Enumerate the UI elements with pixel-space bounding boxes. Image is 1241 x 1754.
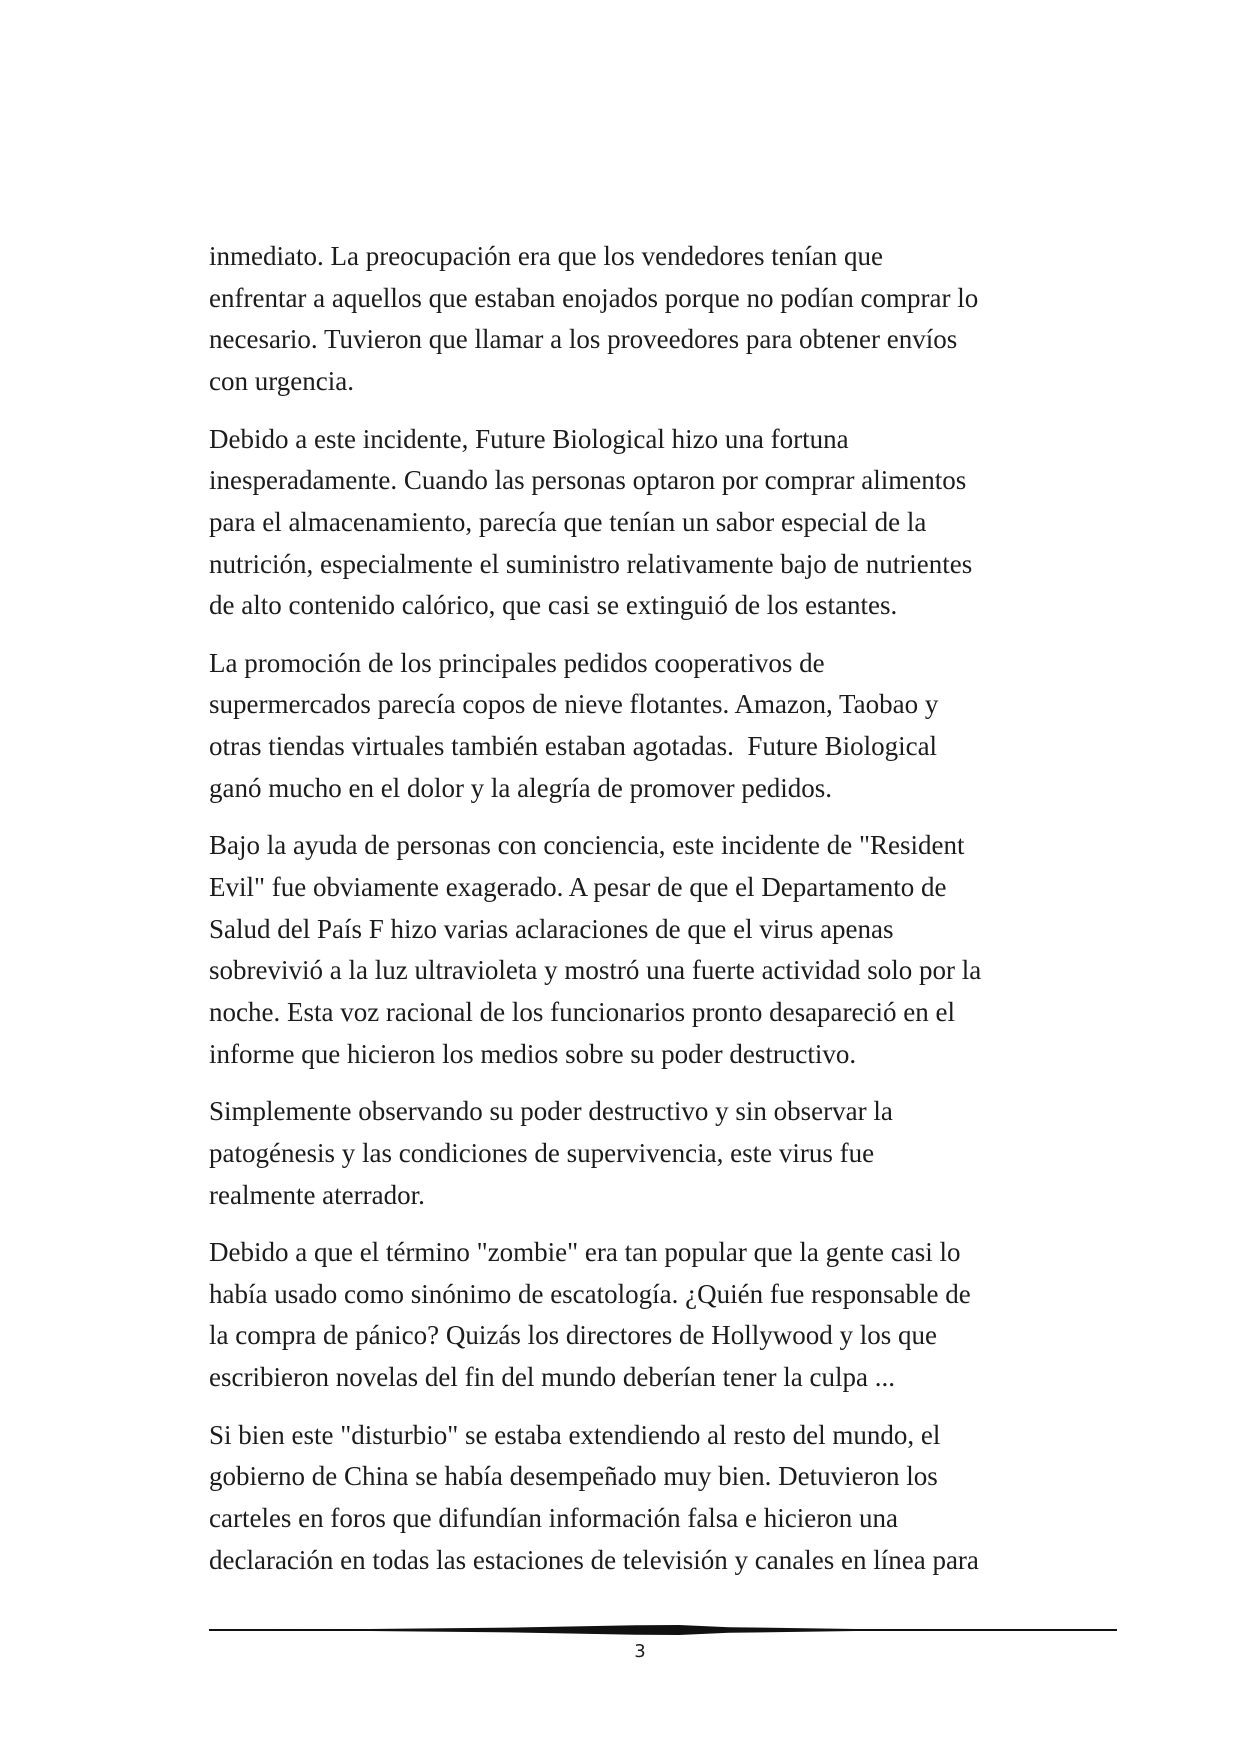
paragraph — [209, 1232, 1209, 1399]
footer-divider — [209, 1622, 1117, 1638]
text-line: gobierno de China se había desempeñado muy bien. Detuvieron los — [209, 1461, 938, 1492]
paragraph — [209, 419, 1209, 627]
text-line: La promoción de los principales pedidos cooperativos de — [209, 647, 825, 678]
paragraph — [209, 825, 1209, 1075]
text-line: realmente aterrador. — [209, 1179, 425, 1210]
text-line: Debido a que el término "zombie" era tan popular que la gente casi lo — [209, 1237, 961, 1268]
text-line: inmediato. La preocupación era que los vendedores tenían que — [209, 241, 883, 271]
text-line: sobrevivió a la luz ultravioleta y mostró una fuerte actividad solo por la — [209, 955, 982, 986]
text-line: la compra de pánico? Quizás los directores de Hollywood y los que — [209, 1320, 938, 1351]
paragraph — [209, 236, 1209, 403]
text-line: enfrentar a aquellos que estaban enojados porque no podían comprar lo — [209, 282, 979, 313]
text-line: informe que hicieron los medios sobre su poder destructivo. — [209, 1038, 857, 1069]
page-number: 3 — [634, 1641, 646, 1662]
text-line: patogénesis y las condiciones de supervivencia, este virus fue — [209, 1137, 875, 1168]
text-line: necesario. Tuvieron que llamar a los proveedores para obtener envíos — [209, 324, 958, 355]
text-line: nutrición, especialmente el suministro relativamente bajo de nutrientes — [209, 548, 973, 579]
text-line: con urgencia. — [209, 366, 354, 397]
text-line: noche. Esta voz racional de los funcionarios pronto desapareció en el — [209, 997, 955, 1028]
text-line: Si bien este "disturbio" se estaba extendiendo al resto del mundo, el — [209, 1419, 941, 1450]
paragraph — [209, 643, 1209, 810]
paragraph — [209, 1415, 1209, 1582]
text-line: había usado como sinónimo de escatología. ¿Quién fue responsable de — [209, 1278, 971, 1309]
text-line: declaración en todas las estaciones de televisión y canales en línea para — [209, 1544, 979, 1575]
text-line: Salud del País F hizo varias aclaraciones de que el virus apenas — [209, 913, 894, 944]
text-line: supermercados parecía copos de nieve flotantes. Amazon, Taobao y — [209, 689, 939, 720]
text-line: de alto contenido calórico, que casi se extinguió de los estantes. — [209, 590, 898, 621]
text-line: inesperadamente. Cuando las personas optaron por comprar alimentos — [209, 465, 967, 496]
paragraph — [209, 1091, 1209, 1216]
text-line: escribieron novelas del fin del mundo deberían tener la culpa ... — [209, 1362, 895, 1393]
body-text — [209, 236, 1209, 1581]
text-line: ganó mucho en el dolor y la alegría de promover pedidos. — [209, 772, 833, 803]
text-line: otras tiendas virtuales también estaban agotadas. Future Biological — [209, 731, 938, 762]
text-line: Evil" fue obviamente exagerado. A pesar de que el Departamento de — [209, 872, 947, 903]
text-line: para el almacenamiento, parecía que tenían un sabor especial de la — [209, 506, 927, 537]
text-line: Bajo la ayuda de personas con conciencia, este incidente de "Resident — [209, 830, 965, 861]
text-line: carteles en foros que difundían información falsa e hicieron una — [209, 1503, 898, 1534]
text-line: Debido a este incidente, Future Biological hizo una fortuna — [209, 423, 849, 454]
text-line: Simplemente observando su poder destructivo y sin observar la — [209, 1096, 893, 1127]
